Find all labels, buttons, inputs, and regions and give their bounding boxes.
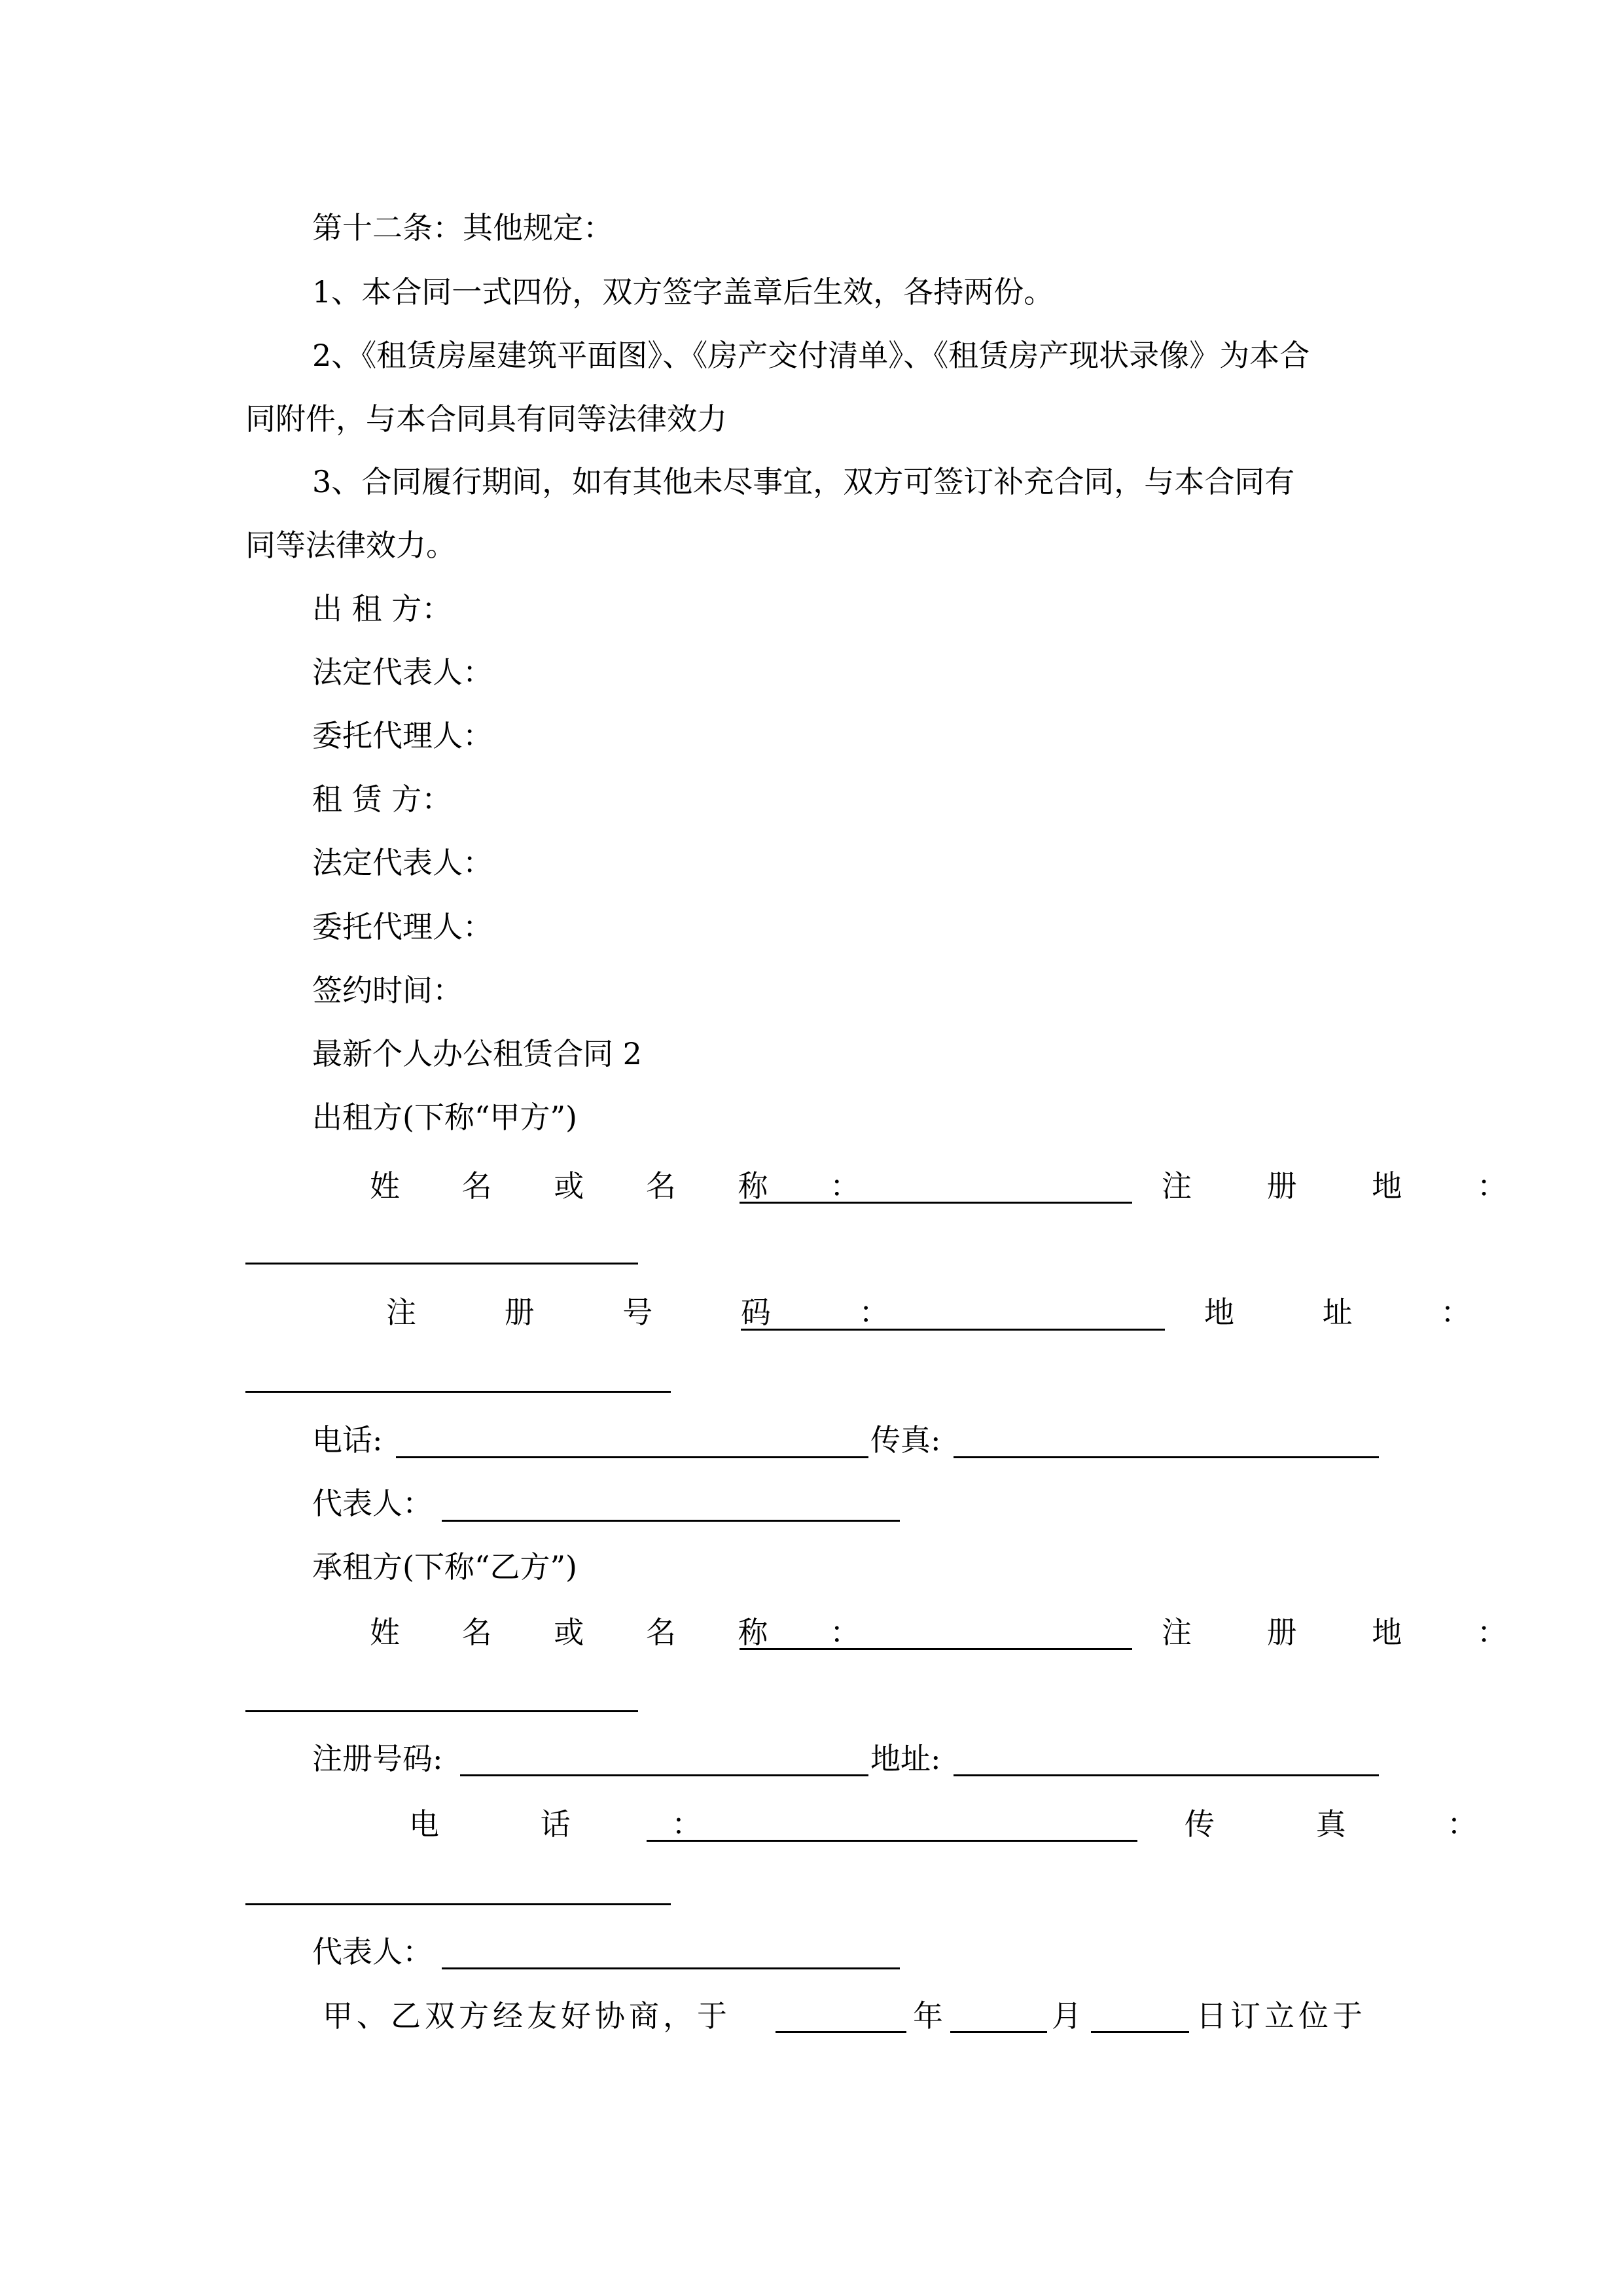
lessor-label: 出 租 方：: [312, 591, 452, 626]
name-blank[interactable]: [740, 1648, 1132, 1650]
month-label: 月: [1052, 1998, 1082, 2034]
address-label: 地址:: [870, 1741, 941, 1776]
sign-time-label: 签约时间：: [312, 973, 463, 1008]
legal-rep-label: 法定代表人：: [312, 655, 493, 690]
reg-place-label: 注 册 地 ：: [1162, 1615, 1540, 1650]
reg-no-label: 注册号码:: [312, 1741, 443, 1776]
day-blank[interactable]: [1091, 2031, 1189, 2033]
clause-3-line-1: 3、合同履行期间，如有其他未尽事宜，双方可签订补充合同，与本合同有: [312, 464, 1295, 499]
fax-blank[interactable]: [245, 1903, 671, 1905]
agent-label: 委托代理人：: [312, 909, 493, 944]
reg-place-blank[interactable]: [245, 1263, 638, 1265]
phone-label: 电 话 ：: [409, 1806, 748, 1842]
agent-label: 委托代理人：: [312, 718, 493, 753]
reg-no-blank[interactable]: [741, 1329, 1165, 1331]
phone-blank[interactable]: [647, 1840, 1137, 1842]
party-b-heading: 承租方(下称“乙方”): [312, 1549, 577, 1585]
representative-label: 代表人：: [312, 1934, 433, 1969]
reg-place-label: 注 册 地 ：: [1162, 1168, 1540, 1204]
representative-label: 代表人：: [312, 1486, 433, 1521]
name-label: 姓 名 或 名 称 ：: [370, 1168, 887, 1204]
article-heading: 第十二条：其他规定：: [312, 210, 613, 245]
party-a-heading: 出租方(下称“甲方”): [312, 1100, 577, 1135]
fax-label: 传真:: [870, 1422, 941, 1458]
name-label: 姓 名 或 名 称 ：: [370, 1615, 887, 1650]
fax-label: 传 真 ：: [1185, 1806, 1524, 1842]
address-blank[interactable]: [954, 1774, 1379, 1776]
clause-2-line-2: 同附件，与本合同具有同等法律效力: [245, 401, 727, 437]
lessee-label: 租 赁 方：: [312, 781, 452, 817]
month-blank[interactable]: [950, 2031, 1047, 2033]
year-label: 年: [913, 1998, 943, 2034]
name-blank[interactable]: [740, 1202, 1132, 1204]
reg-no-label: 注 册 号 码 ：: [386, 1295, 929, 1330]
representative-blank[interactable]: [442, 1520, 900, 1522]
address-label: 地 址 ：: [1204, 1295, 1510, 1330]
contract-title: 最新个人办公租赁合同 2: [312, 1036, 642, 1071]
reg-no-blank[interactable]: [460, 1774, 868, 1776]
year-blank[interactable]: [776, 2031, 906, 2033]
representative-blank[interactable]: [442, 1967, 900, 1969]
closing-suffix: 日订立位于: [1196, 1998, 1366, 2034]
phone-blank[interactable]: [396, 1456, 868, 1458]
closing-prefix: 甲、乙双方经友好协商，于: [323, 1998, 731, 2034]
legal-rep-label: 法定代表人：: [312, 845, 493, 880]
clause-3-line-2: 同等法律效力。: [245, 528, 456, 563]
clause-1: 1、本合同一式四份，双方签字盖章后生效，各持两份。: [312, 274, 1054, 310]
phone-label: 电话:: [312, 1422, 383, 1458]
clause-2-line-1: 2、《租赁房屋建筑平面图》、《房产交付清单》、《租赁房产现状录像》为本合: [312, 338, 1310, 373]
address-blank[interactable]: [245, 1391, 671, 1393]
reg-place-blank[interactable]: [245, 1710, 638, 1712]
fax-blank[interactable]: [954, 1456, 1379, 1458]
